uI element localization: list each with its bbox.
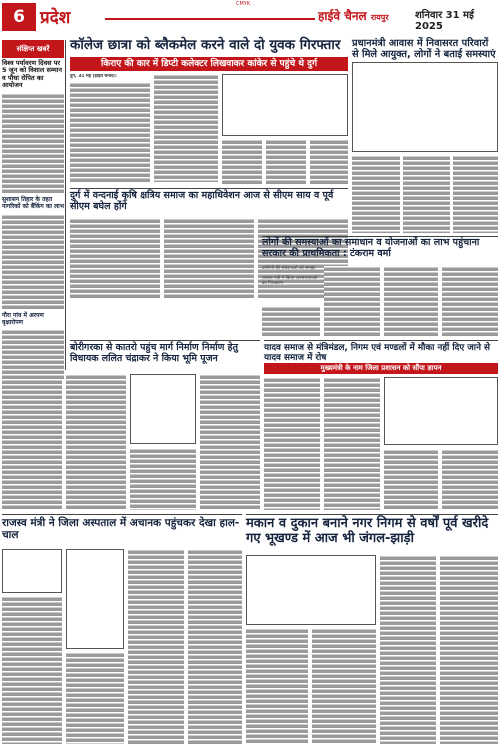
- story5-col0: [2, 374, 62, 510]
- story4-headline: प्रधानमंत्री आवास में निवासरत परिवारों से मिले आयुक्त, लोगों ने बताई समस्याएं: [352, 38, 496, 61]
- story6-col2: [324, 377, 380, 510]
- story6-band: मुख्यमंत्री के नाम जिला प्रशासन को सौंपा ज्ञापन: [264, 363, 498, 374]
- story8-col3: [380, 555, 436, 744]
- story7-col4: [188, 549, 242, 744]
- story8-photo: [246, 555, 376, 625]
- story1-subhead: किराए की कार में डिप्टी कलेक्टर लिखवाकर कांकेर से पहुंचे थे दुर्ग: [70, 57, 348, 71]
- story1-photo: [222, 74, 348, 136]
- story8-headline: मकान व दुकान बनाने नगर निगम से वर्षों पूर्व खरीदे गए भूखण्ड में आज भी जंगल-झाड़ी: [246, 516, 489, 546]
- story1-col5: [310, 139, 348, 184]
- paper-name: हाईवे चैनल रायपुर: [318, 9, 389, 23]
- story2-col1: [70, 218, 160, 298]
- story3-col3: [442, 266, 498, 336]
- story1-headline: कॉलेज छात्रा को ब्लैकमेल करने वाले दो युवक गिरफ्तार: [70, 37, 341, 53]
- story5-col3: [200, 374, 260, 510]
- story4-photo: [352, 62, 498, 152]
- story3-col1: [324, 266, 380, 336]
- sidebar-text-3: [2, 329, 64, 379]
- story5-rule: [70, 340, 260, 341]
- story3-col2: [384, 266, 438, 336]
- story1-text-1: [70, 82, 150, 182]
- story5-photo: [130, 374, 196, 444]
- sidebar-label: संक्षिप्त खबरें: [2, 40, 64, 58]
- story3-quote-1: ग्रामीणों की संवेदनाओं को समझा: [262, 266, 316, 271]
- story8-col4: [440, 555, 498, 744]
- story7-col1: [2, 596, 62, 744]
- sidebar-headline-1: विश्व पर्यावरण दिवस पर 5 जून को विशाल सम्मान व पौधा रोपित का आयोजन: [2, 59, 63, 90]
- cmyk-mark: CMYK: [236, 1, 251, 7]
- story1-col1: [70, 74, 150, 184]
- story7-headline: राजस्व मंत्री ने जिला अस्पताल में अचानक पहुंचकर देखा हाल-चाल: [2, 517, 240, 542]
- sidebar-headline-2: सुशासन तिहार के तहत नागरिकों को बैंकिंग का लाभ: [2, 195, 64, 210]
- sidebar-headline-3: गौरा गांव में अरपण वृक्षारोपण: [2, 311, 44, 326]
- issue-date: शनिवार 31 मई 2025: [415, 10, 474, 32]
- story6-col3: [384, 449, 438, 510]
- story5-headline: बोरीगरका से कातरो पहुंच मार्ग निर्माण निर्माण हेतु विधायक ललित चंद्राकर ने किया भूमि पूजन: [70, 342, 238, 364]
- story1-text-2: [154, 74, 218, 182]
- story7-photo: [66, 549, 124, 649]
- story6-col4: [442, 449, 498, 510]
- story6-photo: [384, 377, 498, 445]
- page-header: [0, 0, 500, 34]
- story8-col1: [246, 628, 308, 744]
- story2-headline: दुर्ग में वन्दनाई कृषि क्षत्रिय समाज का महाधिवेशन आज से सीएम साय व पूर्व सीएम बघेल होंगे: [70, 190, 334, 212]
- story3-quote-2: राजस्व मंत्री ने किया जनसमस्याओं का निराकरण: [262, 275, 318, 286]
- story2-rule: [70, 188, 348, 189]
- column-rule: [65, 40, 66, 370]
- story3-quotes: [262, 266, 320, 306]
- story7-rule: [2, 514, 242, 515]
- story1-dateline: दुर्ग, 31 मई (हाईवे चैनल)।: [70, 74, 117, 79]
- story6-col1: [264, 377, 320, 510]
- story8-rule: [246, 514, 498, 515]
- story8-col2: [312, 628, 376, 744]
- story1-col3: [222, 139, 262, 184]
- story4-col3: [453, 155, 498, 233]
- section-title: प्रदेश: [40, 8, 71, 28]
- story7-col3: [128, 549, 184, 744]
- story2-col2: [164, 218, 254, 298]
- story3-headline: लोगों की समस्याओं का समाधान व योजनाओं का लाभ पहुंचाना सरकार की प्राथमिकता : टंकराम वर्मा: [262, 237, 480, 259]
- story5-col2: [130, 448, 196, 510]
- story4-col1: [352, 155, 400, 233]
- header-divider: [105, 18, 315, 20]
- story3-col0: [262, 306, 320, 336]
- sidebar-text-1: [2, 93, 64, 193]
- story1-col4: [266, 139, 306, 184]
- story4-col2: [403, 155, 450, 233]
- story7-col2: [66, 652, 124, 744]
- story7-inset-photo: [2, 549, 62, 593]
- left-sidebar: [2, 60, 64, 370]
- sidebar-text-2: [2, 214, 64, 309]
- story6-headline: यादव समाज से मंत्रिमंडल, निगम एवं मण्डलों में मौका नहीं दिए जाने से यादव समाज में रोष: [264, 343, 490, 364]
- story1-col2: [154, 74, 218, 184]
- story6-rule: [264, 340, 498, 341]
- page-number: 6: [2, 3, 36, 31]
- story5-col1: [66, 374, 126, 510]
